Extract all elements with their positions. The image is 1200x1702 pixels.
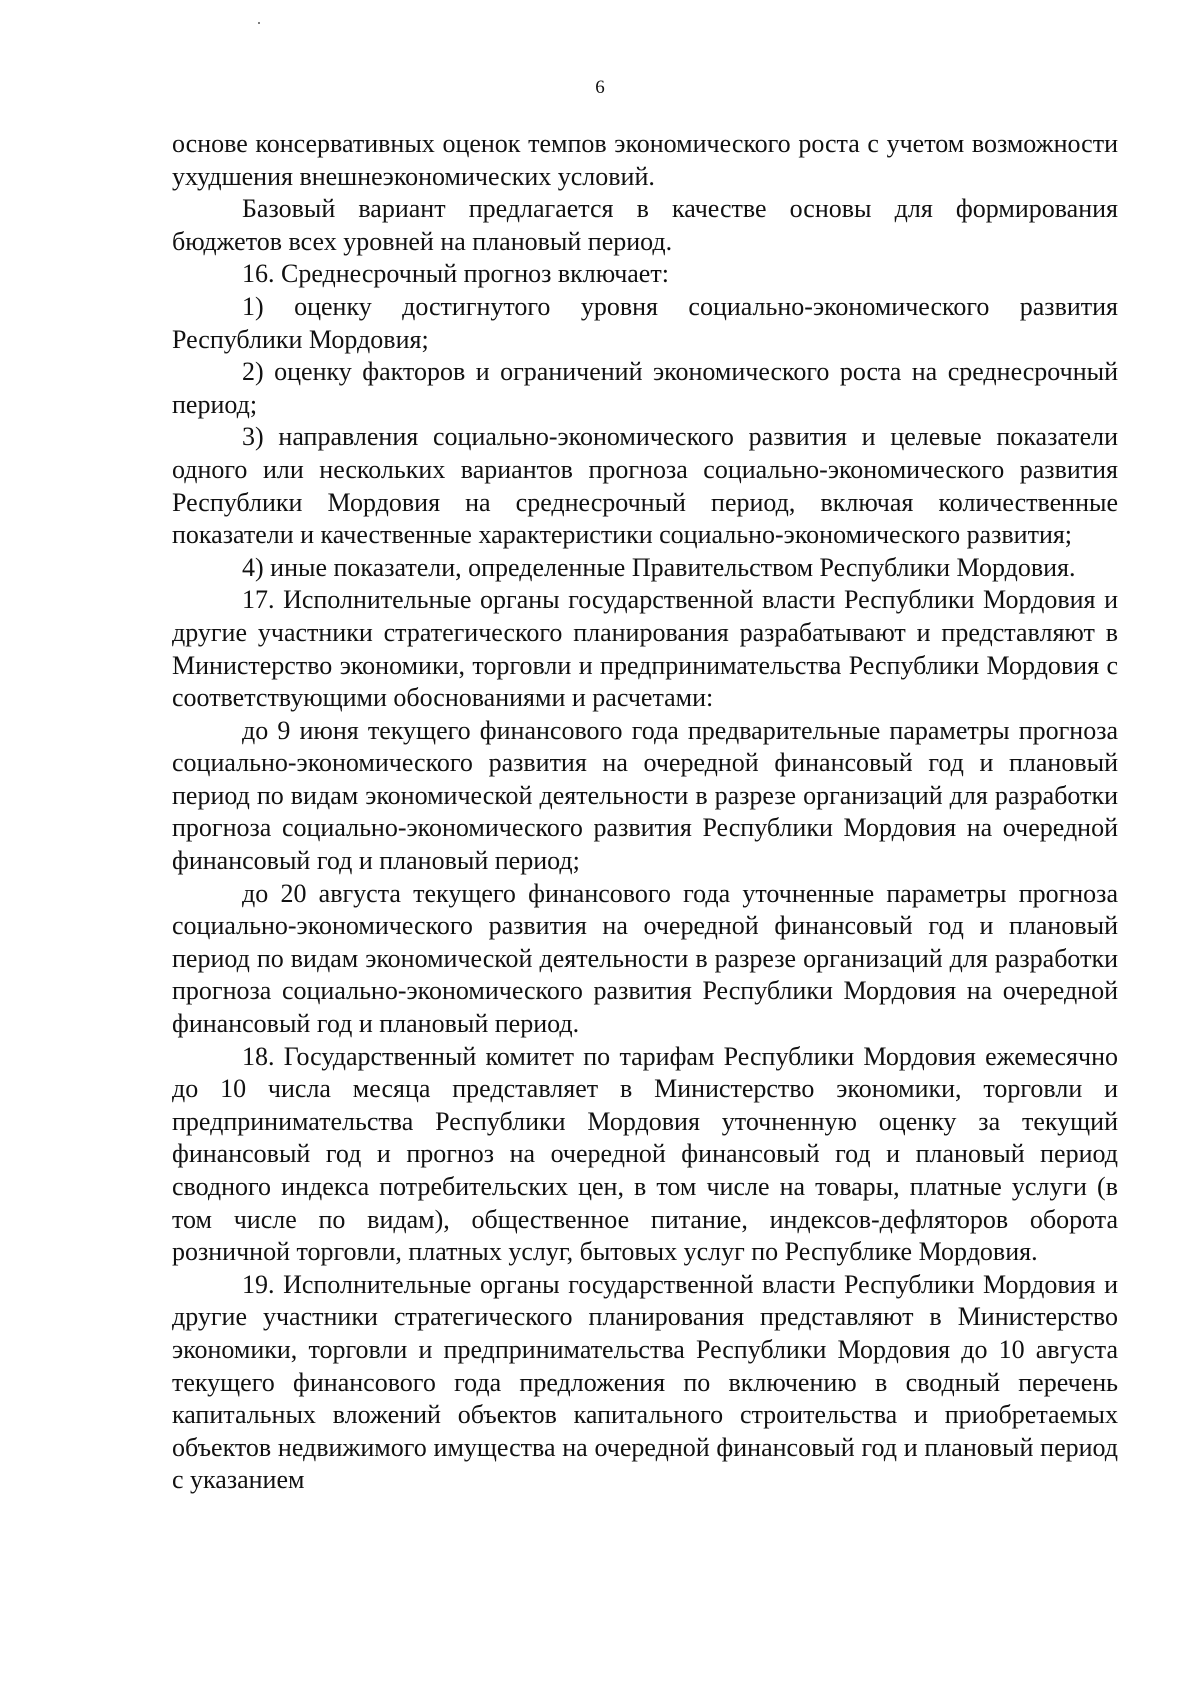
paragraph-item-17-june: до 9 июня текущего финансового года предварительные параметры прогноза социально-экономического развития на очередной финансовый год и плановый период по видам экономической деятельности в разрезе организаций для разработки прогноза социально-экономического развития Республики Мордовия на очередной финансовый год и плановый период; bbox=[172, 715, 1118, 876]
paragraph-item-19: 19. Исполнительные органы государственной власти Республики Мордовия и другие участники стратегического планирования представляют в Министерство экономики, торговли и предпринимательства Республики Мордовия до 10 августа текущего финансового года предложения по включению в сводный перечень капитальных вложений объектов капитального строительства и приобретаемых объектов недвижимого имущества на очередной финансовый год и плановый период с указанием bbox=[172, 1269, 1118, 1495]
paragraph-continuation: основе консервативных оценок темпов экономического роста с учетом возможности ухудшения внешнеэкономических условий. bbox=[172, 129, 1118, 191]
paragraph-item-16: 16. Среднесрочный прогноз включает: bbox=[242, 259, 669, 289]
document-body bbox=[172, 128, 1118, 1497]
page-number: 6 bbox=[595, 77, 605, 98]
paragraph-item-17: 17. Исполнительные органы государственной власти Республики Мордовия и другие участники стратегического планирования разрабатывают и представляют в Министерство экономики, торговли и предпринимательства Республики Мордовия с соответствующими обоснованиями и расчетами: bbox=[172, 585, 1118, 713]
paragraph-item-16-4: 4) иные показатели, определенные Правительством Республики Мордовия. bbox=[242, 552, 1076, 582]
scan-speck bbox=[258, 22, 260, 24]
paragraph-base-variant: Базовый вариант предлагается в качестве основы для формирования бюджетов всех уровней на плановый период. bbox=[172, 194, 1118, 256]
paragraph-item-18: 18. Государственный комитет по тарифам Республики Мордовия ежемесячно до 10 числа месяца представляет в Министерство экономики, торговли и предпринимательства Республики Мордовия уточненную оценку за текущий финансовый год и прогноз на очередной финансовый год и плановый период сводного индекса потребительских цен, в том числе на товары, платные услуги (в том числе по видам), общественное питание, индексов-дефляторов оборота розничной торговли, платных услуг, бытовых услуг по Республике Мордовия. bbox=[172, 1041, 1118, 1267]
paragraph-item-16-3: 3) направления социально-экономического развития и целевые показатели одного или нескольких вариантов прогноза социально-экономического развития Республики Мордовия на среднесрочный период, включая количественные показатели и качественные характеристики социально-экономического развития; bbox=[172, 422, 1118, 550]
paragraph-item-16-2: 2) оценку факторов и ограничений экономического роста на среднесрочный период; bbox=[172, 357, 1118, 419]
paragraph-item-17-august: до 20 августа текущего финансового года уточненные параметры прогноза социально-экономического развития на очередной финансовый год и плановый период по видам экономической деятельности в разрезе организаций для разработки прогноза социально-экономического развития Республики Мордовия на очередной финансовый год и плановый период. bbox=[172, 878, 1118, 1039]
paragraph-item-16-1: 1) оценку достигнутого уровня социально-экономического развития Республики Мордовия; bbox=[172, 291, 1118, 354]
